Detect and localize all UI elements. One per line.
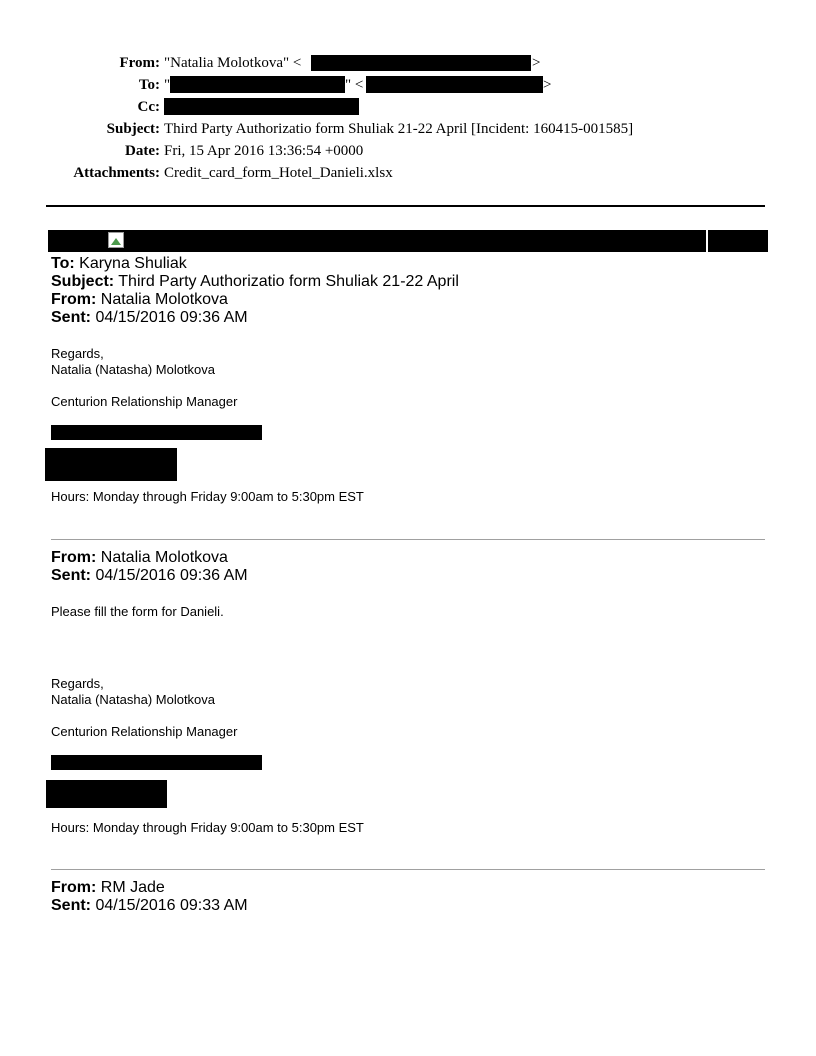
- msg3-sent-value: 04/15/2016 09:33 AM: [95, 897, 248, 914]
- msg1-sent-line: [51, 309, 248, 327]
- header-subject-row: [0, 120, 816, 138]
- msg2-sent-label: Sent:: [51, 567, 91, 584]
- banner-divider: [706, 230, 708, 252]
- date-value: Fri, 15 Apr 2016 13:36:54 +0000: [164, 143, 364, 159]
- msg3-sent-line: [51, 897, 248, 915]
- from-label: From:: [119, 55, 160, 71]
- msg2-hours: Hours: Monday through Friday 9:00am to 5:30pm EST: [51, 820, 364, 835]
- msg1-signature-name: Natalia (Natasha) Molotkova: [51, 362, 216, 377]
- from-value: "Natalia Molotkova" <: [164, 55, 302, 71]
- msg2-body: Please fill the form for Danieli.: [51, 604, 224, 619]
- cc-label: Cc:: [137, 99, 160, 115]
- redaction-to-name: [170, 76, 345, 93]
- msg1-to-value: Karyna Shuliak: [79, 255, 187, 272]
- header-cc-row: [0, 98, 816, 116]
- to-open: ": [164, 77, 171, 93]
- msg-divider-1: [51, 539, 765, 540]
- msg1-redaction-contact: [51, 425, 262, 440]
- msg1-hours: Hours: Monday through Friday 9:00am to 5:30pm EST: [51, 489, 364, 504]
- msg1-from-line: [51, 291, 228, 309]
- msg-divider-2: [51, 869, 765, 870]
- msg2-redaction-contact: [51, 755, 262, 770]
- subject-value: Third Party Authorizatio form Shuliak 21-22 April [Incident: 160415-001585]: [164, 121, 634, 137]
- msg2-signature-name: Natalia (Natasha) Molotkova: [51, 692, 216, 707]
- msg1-to-line: [51, 255, 187, 273]
- attachments-label: Attachments:: [73, 165, 160, 181]
- msg2-from-line: [51, 549, 228, 567]
- from-close: >: [532, 55, 541, 71]
- msg2-regards: Regards,: [51, 676, 104, 691]
- header-attachments-row: [0, 164, 816, 182]
- msg1-signature-title: Centurion Relationship Manager: [51, 394, 238, 409]
- msg3-from-value: RM Jade: [100, 879, 165, 896]
- msg1-sent-value: 04/15/2016 09:36 AM: [95, 309, 248, 326]
- msg3-from-label: From:: [51, 879, 97, 896]
- redaction-cc: [164, 98, 359, 115]
- header-divider: [46, 205, 765, 207]
- redaction-to-email: [366, 76, 543, 93]
- to-label: To:: [138, 77, 160, 93]
- msg1-regards: Regards,: [51, 346, 104, 361]
- to-mid: " <: [345, 77, 364, 93]
- msg1-subject-label: Subject:: [51, 273, 115, 290]
- msg3-sent-label: Sent:: [51, 897, 91, 914]
- date-label: Date:: [125, 143, 160, 159]
- msg1-from-label: From:: [51, 291, 97, 308]
- attachments-value[interactable]: Credit_card_form_Hotel_Danieli.xlsx: [164, 165, 393, 181]
- msg2-redaction-logo: [46, 780, 167, 808]
- msg1-subject-line: [51, 273, 459, 291]
- msg1-to-label: To:: [51, 255, 75, 272]
- msg2-sent-value: 04/15/2016 09:36 AM: [95, 567, 248, 584]
- msg2-from-label: From:: [51, 549, 97, 566]
- msg3-from-line: [51, 879, 165, 897]
- broken-image-icon: [108, 232, 124, 248]
- msg1-redaction-logo: [45, 448, 177, 481]
- to-close: >: [543, 77, 552, 93]
- msg2-sent-line: [51, 567, 248, 585]
- header-date-row: [0, 142, 816, 160]
- redacted-banner: [48, 230, 768, 252]
- subject-label: Subject:: [106, 121, 160, 137]
- msg1-subject-value: Third Party Authorizatio form Shuliak 21-22 April: [118, 273, 459, 290]
- msg1-from-value: Natalia Molotkova: [100, 291, 228, 308]
- msg2-from-value: Natalia Molotkova: [100, 549, 228, 566]
- redaction-from-email: [311, 55, 531, 71]
- msg1-sent-label: Sent:: [51, 309, 91, 326]
- msg2-signature-title: Centurion Relationship Manager: [51, 724, 238, 739]
